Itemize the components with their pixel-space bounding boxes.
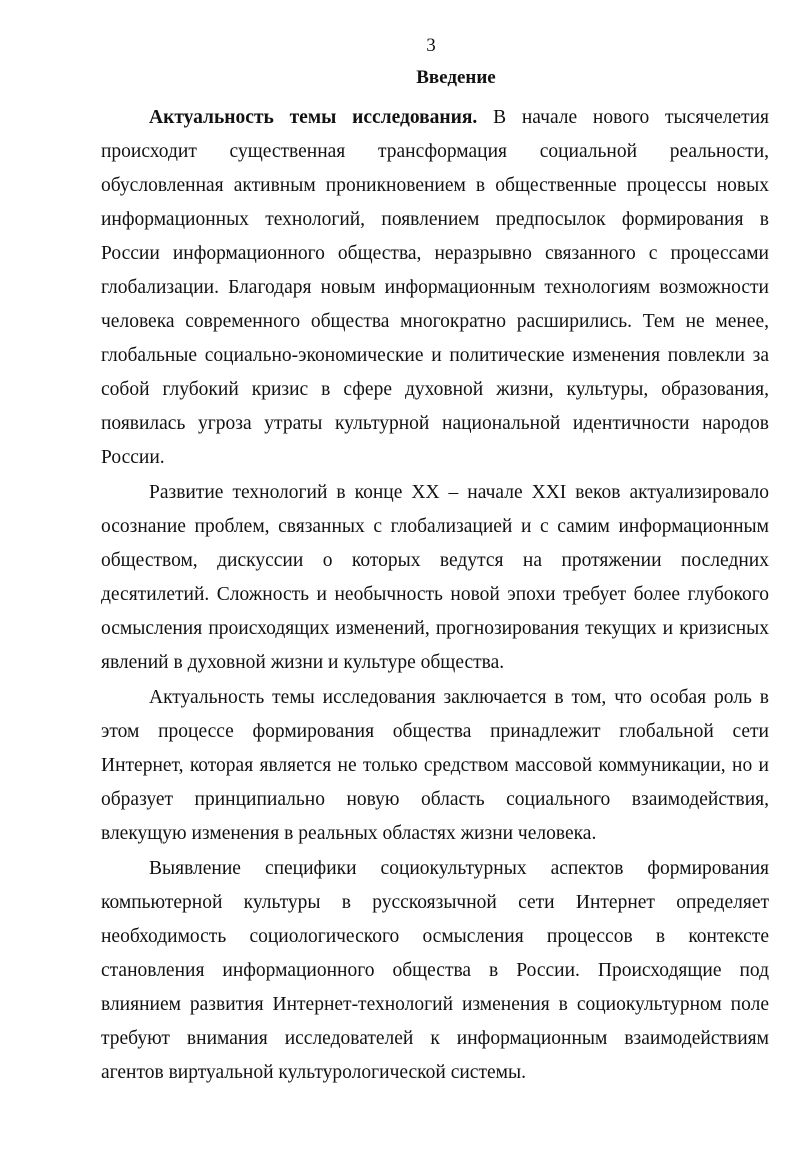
paragraph-internet-role: Актуальность темы исследования заключается в том, что особая роль в этом процессе формирования общества принадлежит глобальной сети Интернет, которая является не только средством массовой коммуникации, но и образует принципиально новую область социального взаимодействия, влекущую изменения в реальных областях жизни человека. (101, 687, 769, 844)
paragraph-text: В начале нового тысячелетия происходит существенная трансформация социальной реальности, обусловленная активным проникновением в общественные процессы новых информационных технологий, появлением предпосылок формирования в России информационного общества, неразрывно связанного с процессами глобализации. Благодаря новым информационным технологиям возможности человека современного общества многократно расширились. Тем не менее, глобальные социально-экономические и политические изменения повлекли за собой глубокий кризис в сфере духовной жизни, культуры, образования, появилась угроза утраты культурной национальной идентичности народов России. (101, 107, 769, 468)
paragraph-sociocultural-aspects: Выявление специфики социокультурных аспектов формирования компьютерной культуры в русскоязычной сети Интернет определяет необходимость социологического осмысления процессов в контексте становления информационного общества в России. Происходящие под влиянием развития Интернет-технологий изменения в социокультурном поле требуют внимания исследователей к информационным взаимодействиям агентов виртуальной культурологической системы. (101, 858, 769, 1083)
section-heading: Введение (416, 67, 496, 88)
body-text (101, 101, 769, 1090)
paragraph-lead-bold: Актуальность темы исследования. (149, 107, 478, 128)
paragraph-relevance (101, 101, 769, 475)
paragraph-technology-development: Развитие технологий в конце XX – начале XXI веков актуализировало осознание проблем, связанных с глобализацией и с самим информационным обществом, дискуссии о которых ведутся на протяжении последних десятилетий. Сложность и необычность новой эпохи требует более глубокого осмысления происходящих изменений, прогнозирования текущих и кризисных явлений в духовной жизни и культуре общества. (101, 482, 769, 673)
page-number: 3 (426, 35, 436, 56)
